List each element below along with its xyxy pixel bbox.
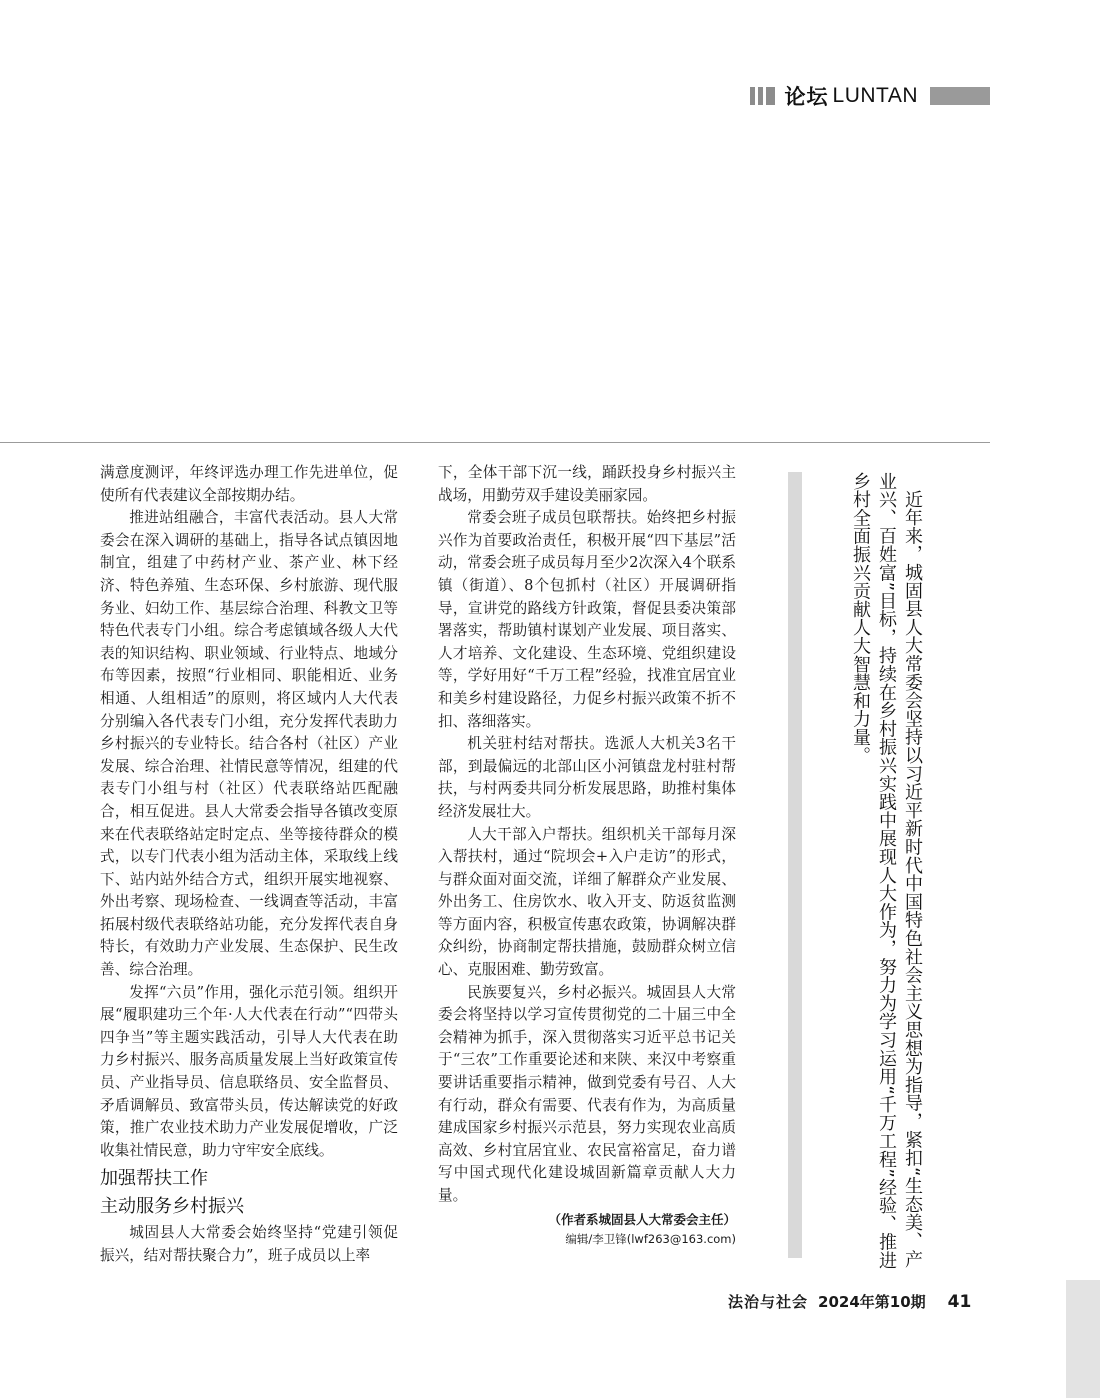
- header-bar-decoration: [750, 87, 755, 105]
- lead-paragraph-vertical: 近年来，城固县人大常委会坚持以习近平新时代中国特色社会主义思想为指导，紧扣“生态美、产业兴、百姓富”目标，持续在乡村振兴实践中展现人大作为，努力为学习运用“千万工程”经验、推进乡村全面振兴贡献人大智慧和力量。: [850, 472, 923, 1270]
- article-column-2: [438, 462, 736, 1248]
- header-bar-decoration: [758, 87, 763, 105]
- editor-credit: 编辑/李卫锋(lwf263@163.com): [565, 1231, 736, 1246]
- page-edge-tab: [1066, 1280, 1100, 1398]
- paragraph: 人大干部入户帮扶。组织机关干部每月深入帮扶村，通过“院坝会+入户走访”的形式，与群众面对面交流，详细了解群众产业发展、外出务工、住房饮水、收入开支、防返贫监测等方面内容，积极宣传惠农政策，协调解决群众纠纷，协商制定帮扶措施，鼓励群众树立信心、克服困难、勤劳致富。: [438, 825, 736, 979]
- section-title-cn: 论坛: [784, 85, 829, 109]
- decorative-stripe: [788, 472, 802, 1258]
- paragraph: 机关驻村结对帮扶。选派人大机关3名干部，到最偏远的北部山区小河镇盘龙村驻村帮扶，与村两委共同分析发展思路，助推村集体经济发展壮大。: [438, 735, 736, 820]
- paragraph: 满意度测评，年终评选办理工作先进单位，促使所有代表建议全部按期办结。: [100, 464, 398, 504]
- article-column-1: [100, 462, 398, 1268]
- author-byline: （作者系城固县人大常委会主任）: [548, 1211, 736, 1227]
- section-title-en: LUNTAN: [832, 84, 918, 107]
- paragraph: 常委会班子成员包联帮扶。始终把乡村振兴作为首要政治责任，积极开展“四下基层”活动，常委会班子成员每月至少2次深入4个联系镇（街道）、8个包抓村（社区）开展调研指导，宣讲党的路线方针政策，督促县委决策部署落实，帮助镇村谋划产业发展、项目落实、人才培养、文化建设、生态环境、党组织建设等，学好用好“千万工程”经验，找准宜居宜业和美乡村建设路径，力促乡村振兴政策不折不扣、落细落实。: [438, 509, 736, 730]
- page-footer: [728, 1291, 971, 1312]
- page-number: 41: [947, 1292, 972, 1312]
- section-heading-line-2: 主动服务乡村振兴: [100, 1196, 244, 1218]
- section-heading-line-1: 加强帮扶工作: [100, 1168, 208, 1190]
- paragraph: 民族要复兴，乡村必振兴。城固县人大常委会将坚持以学习宣传贯彻党的二十届三中全会精神为抓手，深入贯彻落实习近平总书记关于“三农”工作重要论述和来陕、来汉中考察重要讲话重要指示精神，做到党委有号召、人大有行动，群众有需要、代表有作为，为高质量建成国家乡村振兴示范县，努力实现农业高质高效、乡村宜居宜业、农民富裕富足，奋力谱写中国式现代化建设城固新篇章贡献人大力量。: [438, 983, 736, 1204]
- horizontal-rule: [0, 442, 990, 443]
- header-bar-decoration: [930, 87, 990, 105]
- paragraph: 下，全体干部下沉一线，踊跃投身乡村振兴主战场，用勤劳双手建设美丽家园。: [438, 464, 736, 504]
- paragraph: 城固县人大常委会始终坚持“党建引领促振兴，结对帮扶聚合力”，班子成员以上率: [100, 1224, 398, 1264]
- section-header: [750, 84, 990, 108]
- issue-label: 2024年第10期: [818, 1293, 926, 1311]
- paragraph: 推进站组融合，丰富代表活动。县人大常委会在深入调研的基础上，指导各试点镇因地制宜，组建了中药材产业、茶产业、林下经济、特色养殖、生态环保、乡村旅游、现代服务业、妇幼工作、基层综合治理、科教文卫等特色代表专门小组。综合考虑镇域各级人大代表的知识结构、职业领域、行业特点、地域分布等因素，按照“行业相同、职能相近、业务相通、人组相适”的原则，将区域内人大代表分别编入各代表专门小组，充分发挥代表助力乡村振兴的专业特长。结合各村（社区）产业发展、综合治理、社情民意等情况，组建的代表专门小组与村（社区）代表联络站匹配融合，相互促进。县人大常委会指导各镇改变原来在代表联络站定时定点、坐等接待群众的模式，以专门代表小组为活动主体，采取线上线下、站内站外结合方式，组织开展实地视察、外出考察、现场检查、一线调查等活动，丰富拓展村级代表联络站功能，充分发挥代表自身特长，有效助力产业发展、生态保护、民生改善、综合治理。: [100, 509, 398, 979]
- header-bar-decoration: [766, 87, 775, 105]
- paragraph: 发挥“六员”作用，强化示范引领。组织开展“履职建功三个年·人大代表在行动”“四带头四争当”等主题实践活动，引导人大代表在助力乡村振兴、服务高质量发展上当好政策宣传员、产业指导员、信息联络员、安全监督员、矛盾调解员、致富带头员，传达解读党的好政策，推广农业技术助力产业发展促增收，广泛收集社情民意，助力守牢安全底线。: [100, 983, 398, 1159]
- journal-name: 法治与社会: [728, 1293, 809, 1311]
